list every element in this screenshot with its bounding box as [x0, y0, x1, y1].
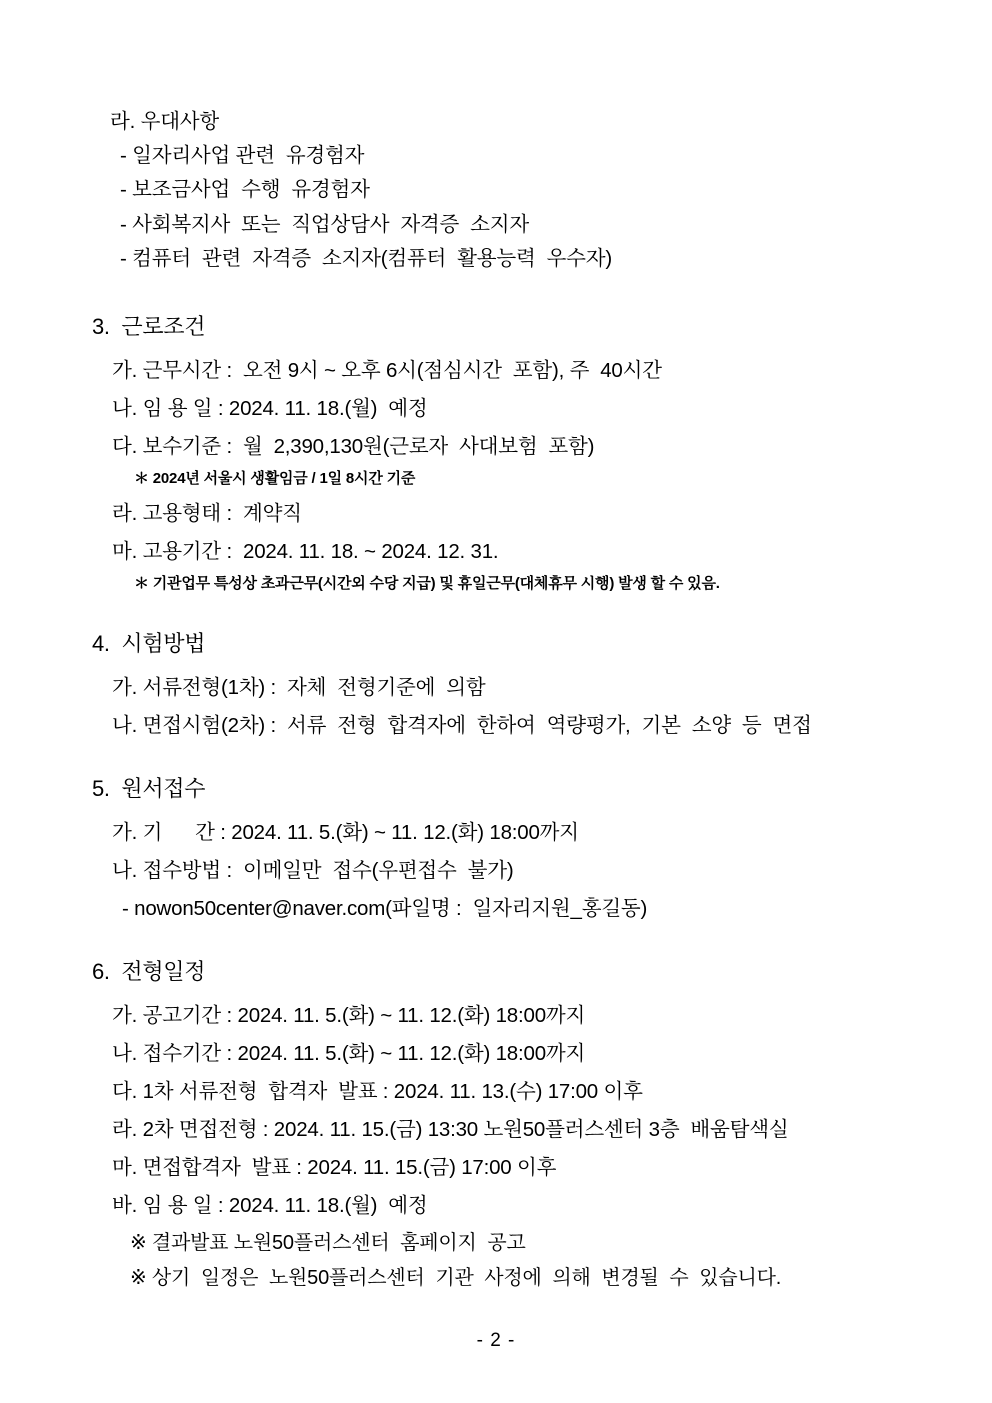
section-6-line: 마. 면접합격자 발표 : 2024. 11. 15.(금) 17:00 이후	[112, 1155, 557, 1179]
section-5-heading: 5. 원서접수	[92, 775, 206, 801]
section-4-line: 나. 면접시험(2차) : 서류 전형 합격자에 한하여 역량평가, 기본 소양 등 면접	[112, 713, 812, 737]
section-3-note-wage: ＊ 2024년 서울시 생활임금 / 1일 8시간 기준	[134, 469, 416, 487]
section-6-line: 나. 접수기간 : 2024. 11. 5.(화) ~ 11. 12.(화) 18:00까지	[112, 1041, 586, 1065]
section-3-line: 나. 임 용 일 : 2024. 11. 18.(월) 예정	[112, 396, 428, 420]
section-3-line: 가. 근무시간 : 오전 9시 ~ 오후 6시(점심시간 포함), 주 40시간	[112, 358, 662, 382]
preference-item: - 컴퓨터 관련 자격증 소지자(컴퓨터 활용능력 우수자)	[120, 247, 612, 270]
section-6-line: 다. 1차 서류전형 합격자 발표 : 2024. 11. 13.(수) 17:00 이후	[112, 1079, 643, 1103]
section-5-line: 가. 기 간 : 2024. 11. 5.(화) ~ 11. 12.(화) 18:00까지	[112, 820, 579, 844]
section-6-heading: 6. 전형일정	[92, 958, 206, 984]
preference-heading: 라. 우대사항	[110, 110, 220, 133]
section-3-line: 다. 보수기준 : 월 2,390,130원(근로자 사대보험 포함)	[112, 434, 595, 458]
spacer	[92, 929, 912, 955]
section-6-line: 라. 2차 면접전형 : 2024. 11. 15.(금) 13:30 노원50플러스센터 3층 배움탐색실	[112, 1117, 789, 1141]
section-5-line: 나. 접수방법 : 이메일만 접수(우편접수 불가)	[112, 858, 514, 882]
page-number: - 2 -	[476, 1330, 516, 1351]
section-6-note: ※ 상기 일정은 노원50플러스센터 기관 사정에 의해 변경될 수 있습니다.	[130, 1266, 782, 1289]
section-3-heading: 3. 근로조건	[92, 313, 206, 339]
section-6-line: 바. 임 용 일 : 2024. 11. 18.(월) 예정	[112, 1193, 428, 1217]
document-body	[92, 112, 912, 1296]
spacer	[92, 601, 912, 627]
section-4-line: 가. 서류전형(1차) : 자체 전형기준에 의함	[112, 675, 486, 699]
section-4-heading: 4. 시험방법	[92, 630, 206, 656]
section-3-line: 라. 고용형태 : 계약직	[112, 501, 302, 525]
preference-item: - 보조금사업 수행 유경험자	[120, 178, 370, 201]
section-6-line: 가. 공고기간 : 2024. 11. 5.(화) ~ 11. 12.(화) 18:00까지	[112, 1003, 586, 1027]
application-email: - nowon50center@naver.com(파일명 : 일자리지원_홍길동)	[122, 896, 648, 920]
section-3-note-overtime: ＊ 기관업무 특성상 초과근무(시간외 수당 지급) 및 휴일근무(대체휴무 시행) 발생 할 수 있음.	[134, 574, 720, 592]
preference-item: - 사회복지사 또는 직업상담사 자격증 소지자	[120, 212, 529, 236]
section-6-note: ※ 결과발표 노원50플러스센터 홈페이지 공고	[130, 1231, 526, 1254]
spacer	[92, 746, 912, 772]
spacer	[92, 284, 912, 310]
section-3-line: 마. 고용기간 : 2024. 11. 18. ~ 2024. 12. 31.	[112, 539, 499, 563]
preference-item: - 일자리사업 관련 유경험자	[120, 143, 365, 167]
